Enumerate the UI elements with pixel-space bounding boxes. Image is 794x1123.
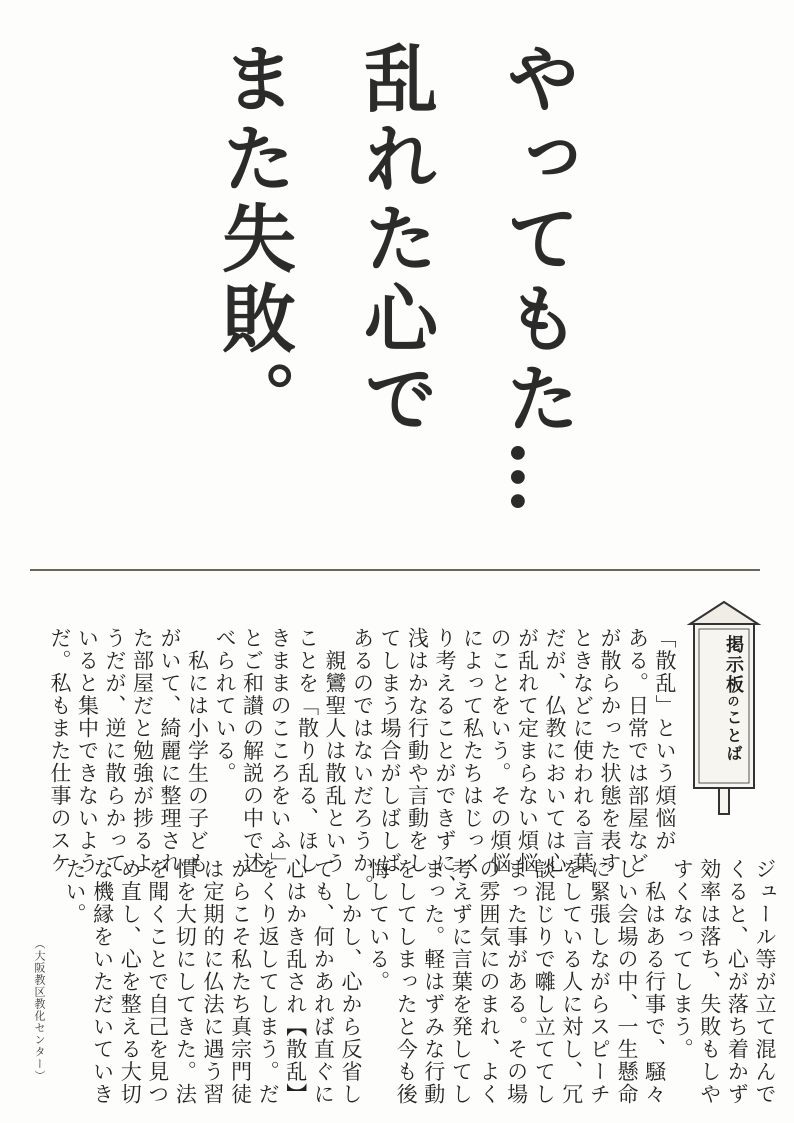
upper-text-line-2: ある。日常では部屋など [625,627,650,875]
upper-text-line-22: いると集中できないよう [75,627,100,875]
headline-line-1: やってもた… [494,40,580,520]
upper-text-line-6: が乱れて定まらない煩悩 [515,627,540,875]
lower-text-line-3: 効率は落ち、失敗もしや [697,858,722,1106]
lower-text-line-12: 考えずに言葉を発してし [449,858,474,1106]
upper-text-line-14: ことを「散り乱る、ほし [295,627,320,875]
lower-text-line-6: しい会場の中、一生懸命 [615,858,639,1106]
signboard-title-no: の [726,695,740,709]
lower-text-line-10: まった事がある。その場 [504,858,529,1106]
upper-text-line-9: り考えることができずに、 [433,627,457,897]
signboard-title [720,635,746,763]
upper-text-line-4: ときなどに使われる言葉 [570,627,595,875]
lower-text-line-11: の雰囲気にのまれ、よく [477,858,501,1106]
lower-text-line-22: 慣を大切にしてきた。法 [173,858,198,1106]
upper-text-line-3: が散らかった状態を表す [598,627,622,875]
upper-text-line-8: によって私たちはじっく [460,627,485,875]
headline-line-2: 乱れた心で [352,40,438,440]
lower-text-line-21: は定期的に仏法に遇う習 [201,858,225,1106]
upper-text-line-21: うだが、逆に散らかって [103,627,127,875]
upper-text-line-11: てしまう場合がしばしば [378,627,402,875]
upper-text-line-13: 親鸞聖人は散乱という [323,627,347,875]
lower-text-line-15: 悔している。 [366,858,391,993]
lower-text-line-13: まった。軽はずみな行動 [421,858,446,1106]
lower-text-line-23: を聞くことで自己を見つ [145,858,170,1106]
lower-text-line-4: すくなってしまう。 [670,858,695,1061]
upper-text-line-20: た部屋だと勉強が捗るよ [130,627,155,875]
lower-text-line-19: をくり返してしまう。だ [256,858,281,1106]
upper-text-line-7: のことをいう。その煩悩 [488,627,512,875]
lower-text-line-5: 私はある行事で、騒々 [642,858,667,1106]
lower-text-line-16: しかし、心から反省し [339,858,363,1106]
upper-text-line-17: べられている。 [213,627,237,785]
upper-text-line-5: だが、仏教においては心 [543,627,567,875]
lower-text-line-26: たい。 [63,858,87,926]
headline-line-3: また失敗。 [210,40,296,440]
upper-text-line-1: 「散乱」という煩悩が [653,627,677,852]
upper-text-line-15: きままのこころをいふ」 [268,627,292,875]
author-credit: （大阪教区教化センター） [33,938,46,1082]
upper-text-line-16: とご和讃の解説の中で述 [240,627,265,875]
lower-text-line-7: に緊張しながらスピーチ [587,858,612,1106]
upper-text-line-23: だ。私もまた仕事のスケ [48,627,72,875]
lower-text-line-20: からこそ私たち真宗門徒 [228,858,253,1106]
signboard-title-main: 掲示板 [723,635,744,695]
lower-text-line-17: ても、何かあれば直ぐに [311,858,336,1106]
section-divider [30,569,760,571]
lower-text-line-8: をしている人に対し、冗 [559,858,584,1106]
lower-text-line-18: 心はかき乱され【散乱】 [283,858,308,1106]
lower-text-line-2: くると、心が落ち着かず [725,858,750,1106]
upper-text-line-18: 私には小学生の子ども [185,627,210,875]
upper-text-line-12: あるのではないだろうか。 [350,627,375,897]
upper-text-line-19: がいて、綺麗に整理され [158,627,182,875]
lower-text-line-9: 談混じりで囃し立ててし [532,858,557,1106]
upper-text-line-10: 浅はかな行動や言動をし [405,627,430,875]
lower-text-line-14: をしてしまったと今も後 [394,858,419,1106]
signboard-title-kotoba: ことば [724,709,743,763]
lower-text-line-24: め直し、心を整える大切 [118,858,143,1106]
lower-text-line-1: ジュール等が立て混んで [753,858,777,1106]
lower-text-line-25: な機縁をいただいていき [90,858,115,1106]
